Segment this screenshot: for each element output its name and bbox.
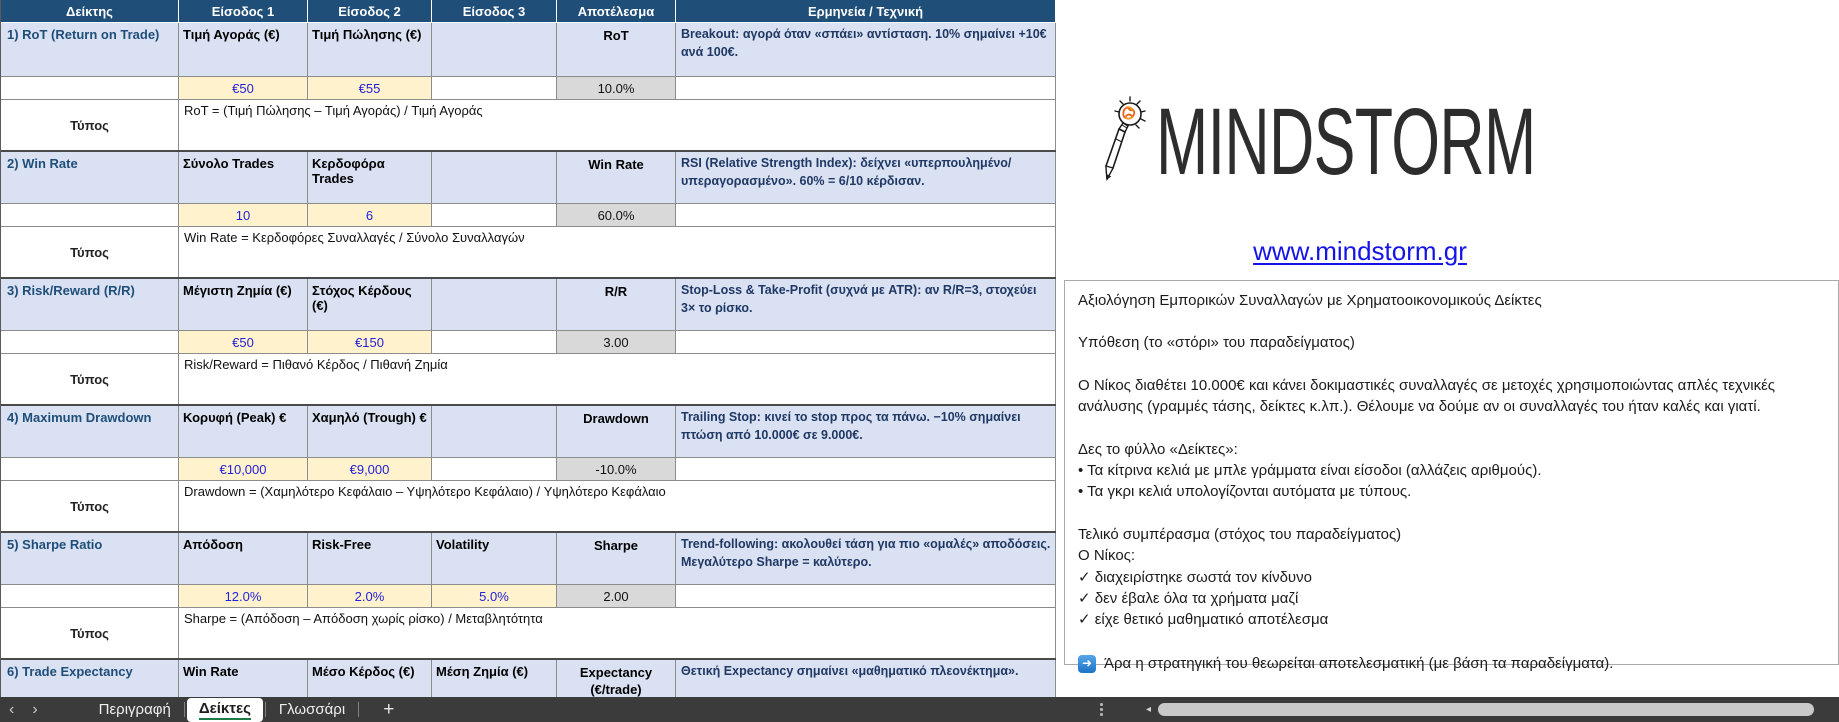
- result-label-cell: Sharpe: [557, 533, 676, 585]
- input-label-cell: Στόχος Κέρδους (€): [308, 279, 432, 331]
- section-row-sharpe: [1, 531, 1056, 585]
- formula-label-cell: Τύπος: [1, 354, 179, 404]
- result-label-cell: Drawdown: [557, 406, 676, 458]
- header-cell-input1: Είσοδος 1: [179, 0, 308, 23]
- sheet-note-heading: Δες το φύλλο «Δείκτες»:: [1078, 440, 1238, 458]
- result-value-cell[interactable]: -10.0%: [557, 458, 676, 481]
- add-sheet-button[interactable]: +: [383, 699, 395, 720]
- hscroll-left-icon[interactable]: ◂: [1146, 704, 1152, 715]
- final-conclusion-text: Άρα η στρατηγική του θεωρείται αποτελεσματική (με βάση τα παραδείγματα).: [1104, 654, 1614, 672]
- formula-label-cell: Τύπος: [1, 100, 179, 150]
- empty-cell: [432, 331, 557, 354]
- section-row-winrate: [1, 150, 1056, 204]
- empty-cell: [1, 77, 179, 100]
- empty-cell: [676, 204, 1056, 227]
- input-value-cell[interactable]: €50: [179, 331, 308, 354]
- input-label-cell: [432, 279, 557, 331]
- input-label-cell: Win Rate: [179, 660, 308, 697]
- empty-cell: [676, 585, 1056, 608]
- header-cell-result: Αποτέλεσμα: [557, 0, 676, 23]
- input-label-cell: Μέσο Κέρδος (€): [308, 660, 432, 697]
- empty-cell: [1, 204, 179, 227]
- input-label-cell: Μέγιστη Ζημία (€): [179, 279, 308, 331]
- input-value-cell[interactable]: 12.0%: [179, 585, 308, 608]
- brand-name: MINDSTORM: [1156, 88, 1536, 195]
- check-item: ✓ διαχειρίστηκε σωστά τον κίνδυνο: [1078, 568, 1312, 586]
- section-row-riskreward: [1, 277, 1056, 331]
- sheet-tab-glossari[interactable]: Γλωσσάρι: [278, 701, 346, 718]
- formula-label-cell: Τύπος: [1, 608, 179, 658]
- formula-cell: RoT = (Τιμή Πώλησης – Τιμή Αγοράς) / Τιμή Αγοράς: [179, 100, 1056, 150]
- sheet-tab-bar: [0, 697, 1839, 722]
- header-cell-input2: Είσοδος 2: [308, 0, 432, 23]
- section-row-expectancy: [1, 658, 1056, 697]
- header-cell-indicator: Δείκτης: [1, 0, 179, 23]
- indicator-cell: 4) Maximum Drawdown: [1, 406, 179, 458]
- bullet-item: • Τα κίτρινα κελιά με μπλε γράμματα είναι είσοδοι (αλλάζεις αριθμούς).: [1078, 462, 1542, 480]
- values-row-sharpe: [1, 585, 1056, 608]
- indicator-cell: 1) RoT (Return on Trade): [1, 23, 179, 77]
- section-row-rot: [1, 23, 1056, 77]
- brand-logo: [1104, 88, 1731, 195]
- input-label-cell: Risk-Free: [308, 533, 432, 585]
- interpretation-cell: RSI (Relative Strength Index): δείχνει «υπερπουλημένο/υπεραγορασμένο». 60% = 6/10 κέρδισαν.: [676, 152, 1056, 204]
- formula-row-rot: [1, 100, 1056, 150]
- values-row-riskreward: [1, 331, 1056, 354]
- input-value-cell[interactable]: €9,000: [308, 458, 432, 481]
- values-row-winrate: [1, 204, 1056, 227]
- empty-cell: [676, 458, 1056, 481]
- header-cell-interpretation: Ερμηνεία / Τεχνική: [676, 0, 1056, 23]
- notes-box: [1064, 280, 1839, 672]
- result-value-cell[interactable]: 10.0%: [557, 77, 676, 100]
- formula-row-sharpe: [1, 608, 1056, 658]
- empty-cell: [676, 77, 1056, 100]
- empty-cell: [1, 585, 179, 608]
- sheet-tab-deiktes-label: Δείκτες: [199, 700, 251, 720]
- input-label-cell: Τιμή Αγοράς (€): [179, 23, 308, 77]
- empty-cell: [1, 458, 179, 481]
- indicator-cell: 3) Risk/Reward (R/R): [1, 279, 179, 331]
- empty-cell: [432, 77, 557, 100]
- result-value-cell[interactable]: 60.0%: [557, 204, 676, 227]
- result-label-cell: RoT: [557, 23, 676, 77]
- empty-cell: [676, 331, 1056, 354]
- sheet-nav-next-icon[interactable]: ›: [32, 701, 38, 718]
- table-header-row: [1, 0, 1056, 23]
- interpretation-cell: Trend-following: ακολουθεί τάση για πιο «ομαλές» αποδόσεις. Μεγαλύτερο Sharpe = καλύτερο.: [676, 533, 1056, 585]
- empty-cell: [1, 331, 179, 354]
- hypothesis-body: Ο Νίκος διαθέτει 10.000€ και κάνει δοκιμαστικές συναλλαγές σε μετοχές χρησιμοποιώντας απλές τεχνικές ανάλυσης (γραμμές τάσης, δείκτες κ.λπ.). Θέλουμε να δούμε αν οι συναλλαγές του ήταν καλές και γιατί.: [1078, 376, 1776, 416]
- input-label-cell: Κερδοφόρα Trades: [308, 152, 432, 204]
- notes-title: Αξιολόγηση Εμπορικών Συναλλαγών με Χρηματοοικονομικούς Δείκτες: [1078, 292, 1542, 309]
- result-value-cell[interactable]: 3.00: [557, 331, 676, 354]
- input-label-cell: [432, 406, 557, 458]
- hypothesis-heading: Υπόθεση (το «στόρι» του παραδείγματος): [1078, 334, 1355, 352]
- result-label-cell: Win Rate: [557, 152, 676, 204]
- input-label-cell: Απόδοση: [179, 533, 308, 585]
- final-conclusion: [1078, 653, 1825, 674]
- tab-separator: [184, 702, 185, 717]
- result-value-cell[interactable]: 2.00: [557, 585, 676, 608]
- formula-row-winrate: [1, 227, 1056, 277]
- tab-separator: [358, 702, 359, 717]
- input-value-cell[interactable]: €50: [179, 77, 308, 100]
- formula-label-cell: Τύπος: [1, 227, 179, 277]
- sheet-tab-deiktes[interactable]: [187, 698, 263, 722]
- sheet-tab-perigrafi[interactable]: Περιγραφή: [98, 701, 171, 718]
- input-value-cell[interactable]: 2.0%: [308, 585, 432, 608]
- formula-cell: Drawdown = (Χαμηλότερο Κεφάλαιο – Υψηλότερο Κεφάλαιο) / Υψηλότερο Κεφάλαιο: [179, 481, 1056, 531]
- input-label-cell: [432, 152, 557, 204]
- check-item: ✓ δεν έβαλε όλα τα χρήματα μαζί: [1078, 590, 1299, 608]
- empty-cell: [432, 204, 557, 227]
- hscroll-thumb[interactable]: [1158, 703, 1814, 716]
- formula-cell: Sharpe = (Απόδοση – Απόδοση χωρίς ρίσκο) / Μεταβλητότητα: [179, 608, 1056, 658]
- input-value-cell[interactable]: €55: [308, 77, 432, 100]
- blue-arrow-icon: ➜: [1078, 655, 1096, 673]
- input-label-cell: [432, 23, 557, 77]
- pencil-lightbulb-icon: [1104, 95, 1148, 189]
- section-row-drawdown: [1, 404, 1056, 458]
- interpretation-cell: Trailing Stop: κινεί το stop προς τα πάνω. −10% σημαίνει πτώση από 10.000€ σε 9.000€.: [676, 406, 1056, 458]
- input-value-cell[interactable]: 5.0%: [432, 585, 557, 608]
- interpretation-cell: Breakout: αγορά όταν «σπάει» αντίσταση. 10% σημαίνει +10€ ανά 100€.: [676, 23, 1056, 77]
- bullet-item: • Τα γκρι κελιά υπολογίζονται αυτόματα με τύπους.: [1078, 483, 1412, 501]
- input-label-cell: Χαμηλό (Trough) €: [308, 406, 432, 458]
- indicator-cell: 6) Trade Expectancy: [1, 660, 179, 697]
- input-label-cell: Σύνολο Trades: [179, 152, 308, 204]
- formula-label-cell: Τύπος: [1, 481, 179, 531]
- check-item: ✓ είχε θετικό μαθηματικό αποτέλεσμα: [1078, 611, 1329, 629]
- input-value-cell[interactable]: 6: [308, 204, 432, 227]
- interpretation-cell: Θετική Expectancy σημαίνει «μαθηματικό πλεονέκτημα».: [676, 660, 1056, 697]
- tab-splitter-handle[interactable]: [1100, 703, 1103, 716]
- header-cell-input3: Είσοδος 3: [432, 0, 557, 23]
- sheet-nav-prev-icon[interactable]: ‹: [9, 701, 15, 718]
- formula-cell: Win Rate = Κερδοφόρες Συναλλαγές / Σύνολο Συναλλαγών: [179, 227, 1056, 277]
- input-value-cell[interactable]: €150: [308, 331, 432, 354]
- input-label-cell: Τιμή Πώλησης (€): [308, 23, 432, 77]
- input-label-cell: Volatility: [432, 533, 557, 585]
- formula-cell: Risk/Reward = Πιθανό Κέρδος / Πιθανή Ζημία: [179, 354, 1056, 404]
- result-label-cell: R/R: [557, 279, 676, 331]
- interpretation-cell: Stop-Loss & Take-Profit (συχνά με ATR): αν R/R=3, στοχεύει 3× το ρίσκο.: [676, 279, 1056, 331]
- indicator-cell: 5) Sharpe Ratio: [1, 533, 179, 585]
- conclusion-heading: Τελικό συμπέρασμα (στόχος του παραδείγματος): [1078, 525, 1402, 543]
- values-row-drawdown: [1, 458, 1056, 481]
- input-value-cell[interactable]: 10: [179, 204, 308, 227]
- formula-row-drawdown: [1, 481, 1056, 531]
- input-label-cell: Κορυφή (Peak) €: [179, 406, 308, 458]
- result-label-cell: Expectancy (€/trade): [557, 660, 676, 697]
- input-value-cell[interactable]: €10,000: [179, 458, 308, 481]
- empty-cell: [432, 458, 557, 481]
- input-label-cell: Μέση Ζημία (€): [432, 660, 557, 697]
- values-row-rot: [1, 77, 1056, 100]
- formula-row-riskreward: [1, 354, 1056, 404]
- conclusion-intro: Ο Νίκος:: [1078, 547, 1136, 565]
- indicator-cell: 2) Win Rate: [1, 152, 179, 204]
- website-link[interactable]: www.mindstorm.gr: [1253, 236, 1467, 266]
